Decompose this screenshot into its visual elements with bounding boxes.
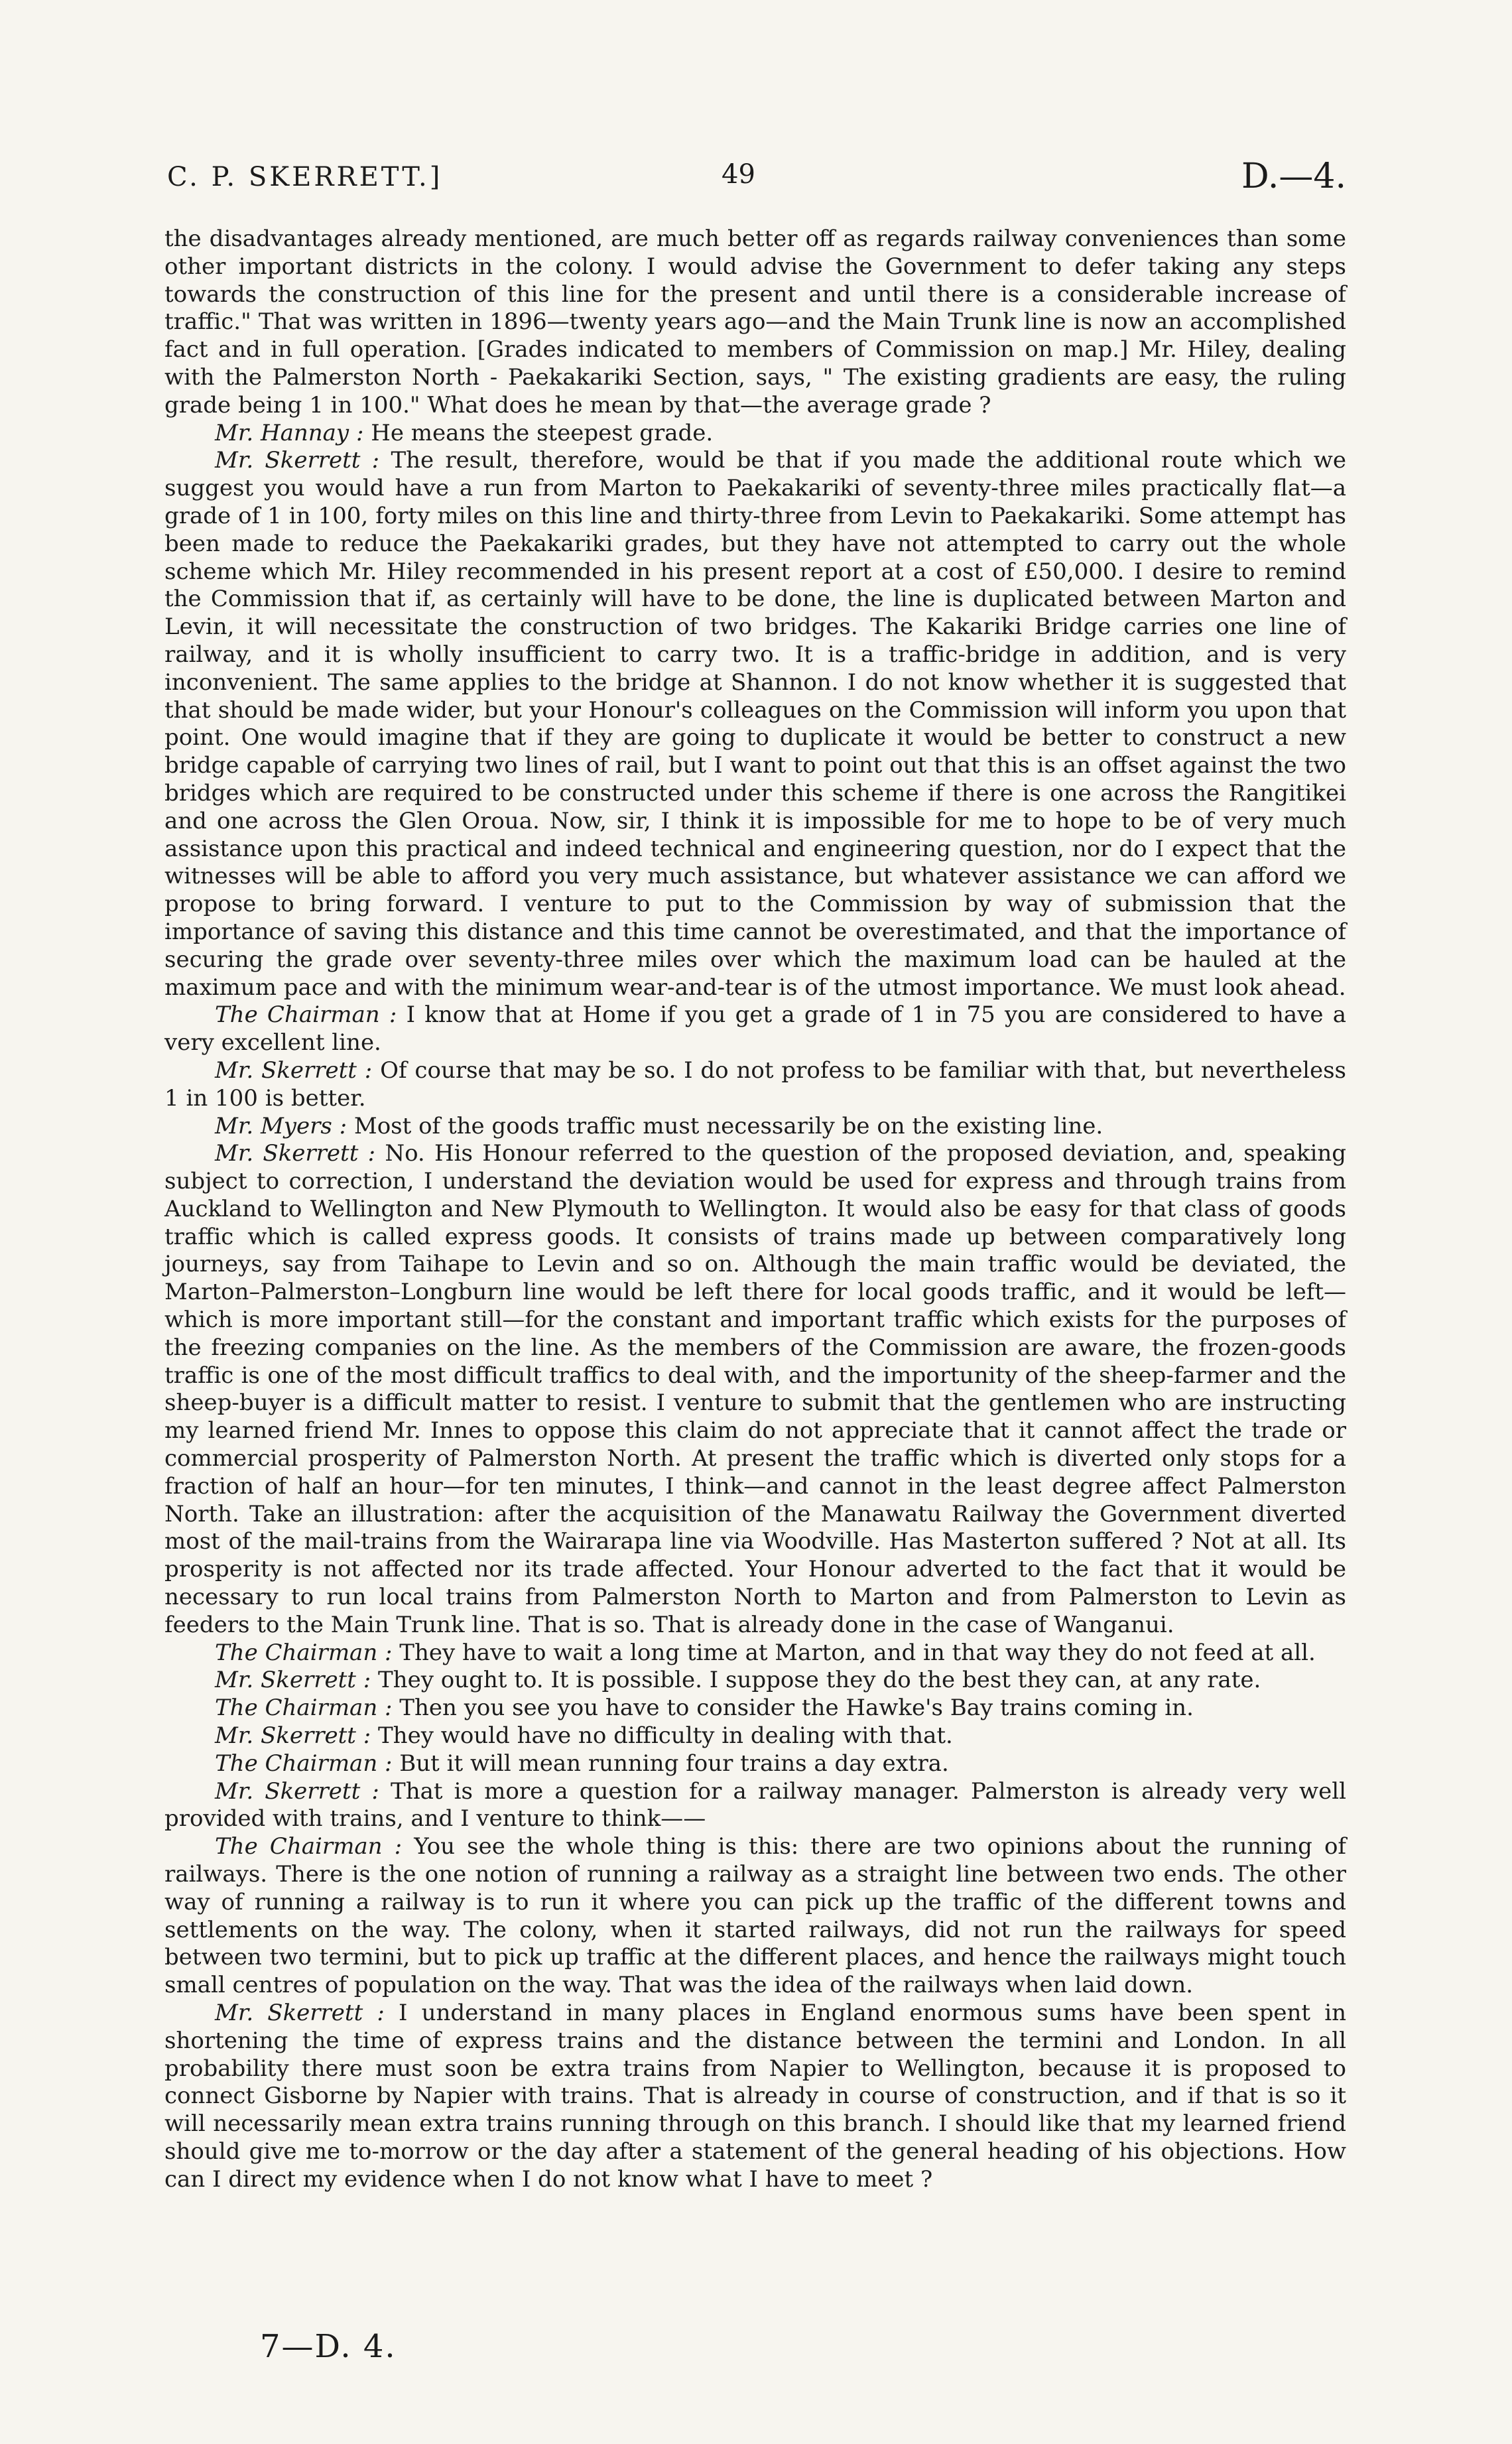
speaker-name: Mr. Myers : <box>215 1112 347 1139</box>
speaker-name: Mr. Skerrett : <box>215 447 380 474</box>
speaker-name: The Chairman : <box>215 1833 403 1860</box>
paragraph <box>164 1140 1346 1639</box>
paragraph-text: The result, therefore, would be that if you made the additional route which we suggest you would have a run from Marton to Paekakariki of seventy-three miles practically flat—a grade of 1 in 100, forty miles on this line and thirty-three from Levin to Paekakariki. Some attempt has been made to reduce the Paekakariki grades, but they have not attempted to carry out the whole scheme which Mr. Hiley recommended in his present report at a cost of £50,000. I desire to remind the Commission that if, as certainly will have to be done, the line is duplicated between Marton and Levin, it will necessitate the construction of two bridges. The Kakariki Bridge carries one line of railway, and it is wholly insufficient to carry two. It is a traffic-bridge in addition, and is very inconvenient. The same applies to the bridge at Shannon. I do not know whether it is suggested that that should be made wider, but your Honour's colleagues on the Commission will inform you upon that point. One would imagine that if they are going to duplicate it would be better to construct a new bridge capable of carrying two lines of rail, but I want to point out that this is an offset against the two bridges which are required to be constructed under this scheme if there is one across the Rangitikei and one across the Glen Oroua. Now, sir, I think it is impossible for me to hope to be of very much assistance upon this practical and indeed technical and engineering question, nor do I expect that the witnesses will be able to afford you very much assistance, but whatever assistance we can afford we propose to bring forward. I venture to put to the Commission by way of submission that the importance of saving this distance and this time cannot be overestimated, and that the importance of securing the grade over seventy-three miles over which the maximum load can be hauled at the maximum pace and with the minimum wear-and-tear is of the utmost importance. We must look ahead. <box>164 447 1346 1001</box>
paragraph-text: But it will mean running four trains a day extra. <box>399 1750 949 1777</box>
speaker-name: Mr. Skerrett : <box>215 1722 371 1750</box>
signature-mark: 7—D. 4. <box>260 2328 397 2365</box>
header-witness-name: C. P. SKERRETT.] <box>167 162 443 192</box>
paragraph-text: the disadvantages already mentioned, are much better off as regards railway conveniences than some other important districts in the colony. I would advise the Government to defer taking any steps towards the construction of this line for the present and until there is a considerable increase of traffic." That was written in 1896—twenty years ago—and the Main Trunk line is now an accomplished fact and in full operation. [Grades indicated to members of Commission on map.] Mr. Hiley, dealing with the Palmerston North - Paekakariki Section, says, " The existing gradients are easy, the ruling grade being 1 in 100." What does he mean by that—the average grade ? <box>164 225 1346 418</box>
paragraph <box>164 420 1346 448</box>
speaker-name: The Chairman : <box>215 1639 393 1666</box>
paragraph <box>164 1057 1346 1113</box>
speaker-name: Mr. Hannay : <box>215 419 364 446</box>
page-number: 49 <box>722 159 755 190</box>
speaker-name: Mr. Skerrett : <box>215 1140 376 1167</box>
speaker-name: Mr. Skerrett : <box>215 1057 373 1084</box>
paragraph <box>164 1778 1346 1834</box>
paragraph <box>164 1640 1346 1667</box>
paragraph-text: I know that at Home if you get a grade of 1 in 75 you are considered to have a very excellent line. <box>164 1001 1347 1057</box>
paragraph <box>164 1001 1346 1057</box>
paragraph <box>164 2000 1346 2194</box>
paragraph-text: You see the whole thing is this: there are two opinions about the running of railways. There is the one notion of running a railway as a straight line between two ends. The other way of running a railway is to run it where you can pick up the traffic of the different towns and settlements on the way. The colony, when it started railways, did not run the railways for speed between two termini, but to pick up traffic at the different places, and hence the railways might touch small centres of population on the way. That was the idea of the railways when laid down. <box>164 1833 1347 1999</box>
speaker-name: The Chairman : <box>215 1695 393 1722</box>
paragraph <box>164 225 1346 420</box>
paragraph <box>164 1833 1346 2000</box>
paragraph-text: I understand in many places in England enormous sums have been spent in shortening the time of express trains and the distance between the termini and London. In all probability there must soon be extra trains from Napier to Wellington, because it is proposed to connect Gisborne by Napier with trains. That is already in course of construction, and if that is so it will necessarily mean extra trains running through on this branch. I should like that my learned friend should give me to-morrow or the day after a statement of the general heading of his objections. How can I direct my evidence when I do not know what I have to meet ? <box>164 2000 1347 2193</box>
paragraph-text: He means the steepest grade. <box>371 419 714 446</box>
paragraph-text: Then you see you have to consider the Hawke's Bay trains coming in. <box>399 1695 1194 1722</box>
speaker-name: Mr. Skerrett : <box>215 1667 371 1694</box>
paragraph-text: No. His Honour referred to the question of the proposed deviation, and, speaking subject to correction, I understand the deviation would be used for express and through trains from Auckland to Wellington and New Plymouth to Wellington. It would also be easy for that class of goods traffic which is called express goods. It consists of trains made up between comparatively long journeys, say from Taihape to Levin and so on. Although the main traffic would be deviated, the Marton–Palmerston–Longburn line would be left there for local goods traffic, and it would be left—which is more important still—for the constant and important traffic which exists for the purposes of the freezing companies on the line. As the members of the Commission are aware, the frozen-goods traffic is one of the most difficult traffics to deal with, and the importunity of the sheep-farmer and the sheep-buyer is a difficult matter to resist. I venture to submit that the gentlemen who are instructing my learned friend Mr. Innes to oppose this claim do not appreciate that it cannot affect the trade or commercial prosperity of Palmerston North. At present the traffic which is diverted only stops for a fraction of half an hour—for ten minutes, I think—and cannot in the least degree affect Palmerston North. Take an illustration: after the acquisition of the Manawatu Railway the Government diverted most of the mail-trains from the Wairarapa line via Woodville. Has Masterton suffered ? Not at all. Its prosperity is not affected nor its trade affected. Your Honour adverted to the fact that it would be necessary to run local trains from Palmerston North to Marton and from Palmerston to Levin as feeders to the Main Trunk line. That is so. That is already done in the case of Wanganui. <box>164 1140 1346 1638</box>
speaker-name: The Chairman : <box>215 1750 393 1777</box>
paragraph <box>164 1695 1346 1722</box>
document-reference: D.—4. <box>1241 157 1346 196</box>
page-header <box>0 0 1512 212</box>
paragraph-text: That is more a question for a railway manager. Palmerston is already very well provided with trains, and I venture to think—— <box>164 1777 1346 1833</box>
speaker-name: Mr. Skerrett : <box>215 2000 385 2026</box>
paragraph <box>164 1113 1346 1141</box>
paragraph-text: They ought to. It is possible. I suppose they do the best they can, at any rate. <box>378 1667 1261 1694</box>
paragraph-text: They have to wait a long time at Marton, and in that way they do not feed at all. <box>399 1639 1316 1666</box>
paragraph <box>164 1667 1346 1695</box>
page-body <box>164 225 1346 2194</box>
paragraph-text: Most of the goods traffic must necessarily be on the existing line. <box>353 1112 1103 1139</box>
paragraph-text: They would have no difficulty in dealing with that. <box>378 1722 953 1750</box>
speaker-name: Mr. Skerrett : <box>215 1777 379 1805</box>
paragraph <box>164 447 1346 1001</box>
speaker-name: The Chairman : <box>215 1001 397 1029</box>
paragraph <box>164 1750 1346 1778</box>
paragraph <box>164 1722 1346 1750</box>
paragraph-text: Of course that may be so. I do not profess to be familiar with that, but nevertheless 1 in 100 is better. <box>164 1057 1347 1112</box>
